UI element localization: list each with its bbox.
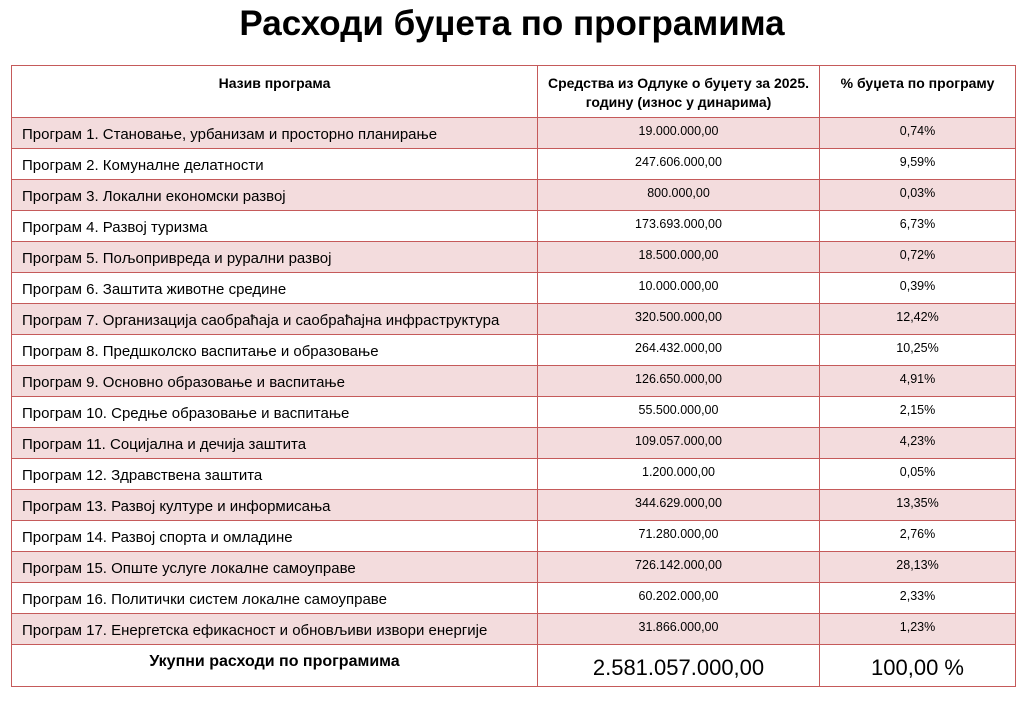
header-amount: Средства из Одлуке о буџету за 2025. годину (износ у динарима) — [538, 66, 820, 118]
percent-cell: 0,05% — [820, 459, 1016, 490]
amount-cell: 726.142.000,00 — [538, 552, 820, 583]
amount-cell: 18.500.000,00 — [538, 242, 820, 273]
percent-cell: 13,35% — [820, 490, 1016, 521]
percent-cell: 1,23% — [820, 614, 1016, 645]
table-header-row — [12, 66, 1016, 118]
amount-cell: 1.200.000,00 — [538, 459, 820, 490]
percent-cell: 0,03% — [820, 180, 1016, 211]
percent-cell: 0,39% — [820, 273, 1016, 304]
percent-cell: 6,73% — [820, 211, 1016, 242]
table-row — [12, 211, 1016, 242]
table-row — [12, 335, 1016, 366]
percent-cell: 4,91% — [820, 366, 1016, 397]
amount-cell: 247.606.000,00 — [538, 149, 820, 180]
amount-cell: 19.000.000,00 — [538, 118, 820, 149]
program-name-cell: Програм 17. Енергетска ефикасност и обновљиви извори енергије — [12, 614, 538, 645]
total-percent: 100,00 % — [820, 645, 1016, 687]
header-percent: % буџета по програму — [820, 66, 1016, 118]
program-name-cell: Програм 3. Локални економски развој — [12, 180, 538, 211]
table-row — [12, 397, 1016, 428]
percent-cell: 0,72% — [820, 242, 1016, 273]
amount-cell: 71.280.000,00 — [538, 521, 820, 552]
percent-cell: 9,59% — [820, 149, 1016, 180]
table-row — [12, 521, 1016, 552]
total-label: Укупни расходи по програмима — [12, 645, 538, 687]
page-title: Расходи буџета по програмима — [239, 4, 785, 43]
budget-table — [11, 65, 1016, 687]
program-name-cell: Програм 9. Основно образовање и васпитање — [12, 366, 538, 397]
percent-cell: 2,76% — [820, 521, 1016, 552]
total-amount: 2.581.057.000,00 — [538, 645, 820, 687]
amount-cell: 173.693.000,00 — [538, 211, 820, 242]
program-name-cell: Програм 2. Комуналне делатности — [12, 149, 538, 180]
amount-cell: 55.500.000,00 — [538, 397, 820, 428]
program-name-cell: Програм 15. Опште услуге локалне самоуправе — [12, 552, 538, 583]
program-name-cell: Програм 7. Организација саобраћаја и саобраћајна инфраструктура — [12, 304, 538, 335]
table-body — [12, 118, 1016, 645]
table-row — [12, 428, 1016, 459]
amount-cell: 109.057.000,00 — [538, 428, 820, 459]
header-program-name: Назив програма — [12, 66, 538, 118]
program-name-cell: Програм 6. Заштита животне средине — [12, 273, 538, 304]
amount-cell: 126.650.000,00 — [538, 366, 820, 397]
percent-cell: 10,25% — [820, 335, 1016, 366]
percent-cell: 4,23% — [820, 428, 1016, 459]
amount-cell: 31.866.000,00 — [538, 614, 820, 645]
table-row — [12, 366, 1016, 397]
table-row — [12, 304, 1016, 335]
program-name-cell: Програм 1. Становање, урбанизам и просторно планирање — [12, 118, 538, 149]
program-name-cell: Програм 14. Развој спорта и омладине — [12, 521, 538, 552]
total-row — [12, 645, 1016, 687]
table-row — [12, 614, 1016, 645]
percent-cell: 28,13% — [820, 552, 1016, 583]
percent-cell: 12,42% — [820, 304, 1016, 335]
program-name-cell: Програм 5. Пољопривреда и рурални развој — [12, 242, 538, 273]
table-row — [12, 242, 1016, 273]
table-row — [12, 583, 1016, 614]
percent-cell: 2,33% — [820, 583, 1016, 614]
table-row — [12, 273, 1016, 304]
program-name-cell: Програм 11. Социјална и дечија заштита — [12, 428, 538, 459]
program-name-cell: Програм 12. Здравствена заштита — [12, 459, 538, 490]
table-row — [12, 552, 1016, 583]
amount-cell: 344.629.000,00 — [538, 490, 820, 521]
program-name-cell: Програм 4. Развој туризма — [12, 211, 538, 242]
table-row — [12, 459, 1016, 490]
percent-cell: 2,15% — [820, 397, 1016, 428]
table-row — [12, 180, 1016, 211]
table-row — [12, 118, 1016, 149]
amount-cell: 264.432.000,00 — [538, 335, 820, 366]
program-name-cell: Програм 13. Развој културе и информисања — [12, 490, 538, 521]
program-name-cell: Програм 10. Средње образовање и васпитање — [12, 397, 538, 428]
table-row — [12, 490, 1016, 521]
amount-cell: 320.500.000,00 — [538, 304, 820, 335]
percent-cell: 0,74% — [820, 118, 1016, 149]
amount-cell: 60.202.000,00 — [538, 583, 820, 614]
program-name-cell: Програм 16. Политички систем локалне самоуправе — [12, 583, 538, 614]
program-name-cell: Програм 8. Предшколско васпитање и образовање — [12, 335, 538, 366]
amount-cell: 800.000,00 — [538, 180, 820, 211]
table-row — [12, 149, 1016, 180]
amount-cell: 10.000.000,00 — [538, 273, 820, 304]
